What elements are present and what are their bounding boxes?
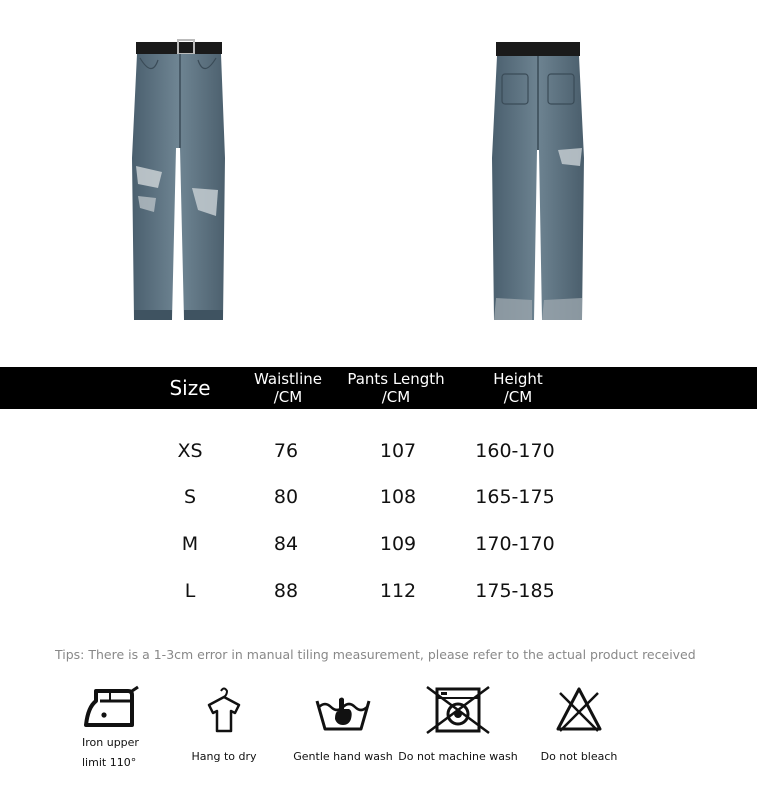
hand-wash-label: Gentle hand wash [293,750,393,763]
length-cell: 109 [379,533,417,555]
no-bleach-label: Do not bleach [540,750,618,763]
size-cell: S [183,486,197,508]
table-row [0,436,757,466]
height-cell: 165-175 [475,486,555,508]
size-table-header [0,367,757,409]
header-pants-length: Pants Length /CM [347,370,445,406]
care-no-bleach [519,685,639,767]
care-hand-wash [283,685,403,767]
waist-cell: 88 [273,580,299,602]
size-cell: XS [177,440,203,462]
no-machine-wash-label: Do not machine wash [398,750,518,763]
table-row [0,529,757,559]
height-cell: 160-170 [475,440,555,462]
measurement-tips: Tips: There is a 1-3cm error in manual tiling measurement, please refer to the actual product received [55,647,696,662]
care-iron [52,685,172,773]
header-height: Height /CM [493,370,543,406]
waist-cell: 80 [273,486,299,508]
no-machine-wash-icon [423,685,493,735]
waist-cell: 84 [273,533,299,555]
table-row [0,576,757,606]
care-hang-dry [164,685,284,767]
no-bleach-icon [554,685,604,735]
hang-dry-label: Hang to dry [191,750,257,763]
size-cell: M [181,533,199,555]
jeans-back-image [488,38,588,322]
iron-label: Iron upper [82,736,139,749]
iron-icon [82,685,142,729]
length-cell: 112 [379,580,417,602]
height-cell: 175-185 [475,580,555,602]
hand-wash-icon [313,685,373,735]
hang-dry-icon [199,685,249,735]
waist-cell: 76 [273,440,299,462]
jeans-front-image [128,38,228,322]
size-cell: L [184,580,196,602]
table-row [0,482,757,512]
care-no-machine-wash [398,685,518,767]
product-photos [0,0,757,350]
height-cell: 170-170 [475,533,555,555]
header-waistline: Waistline /CM [254,370,322,406]
length-cell: 108 [379,486,417,508]
length-cell: 107 [379,440,417,462]
header-size: Size [169,376,211,400]
iron-label-limit: limit 110° [82,756,137,769]
